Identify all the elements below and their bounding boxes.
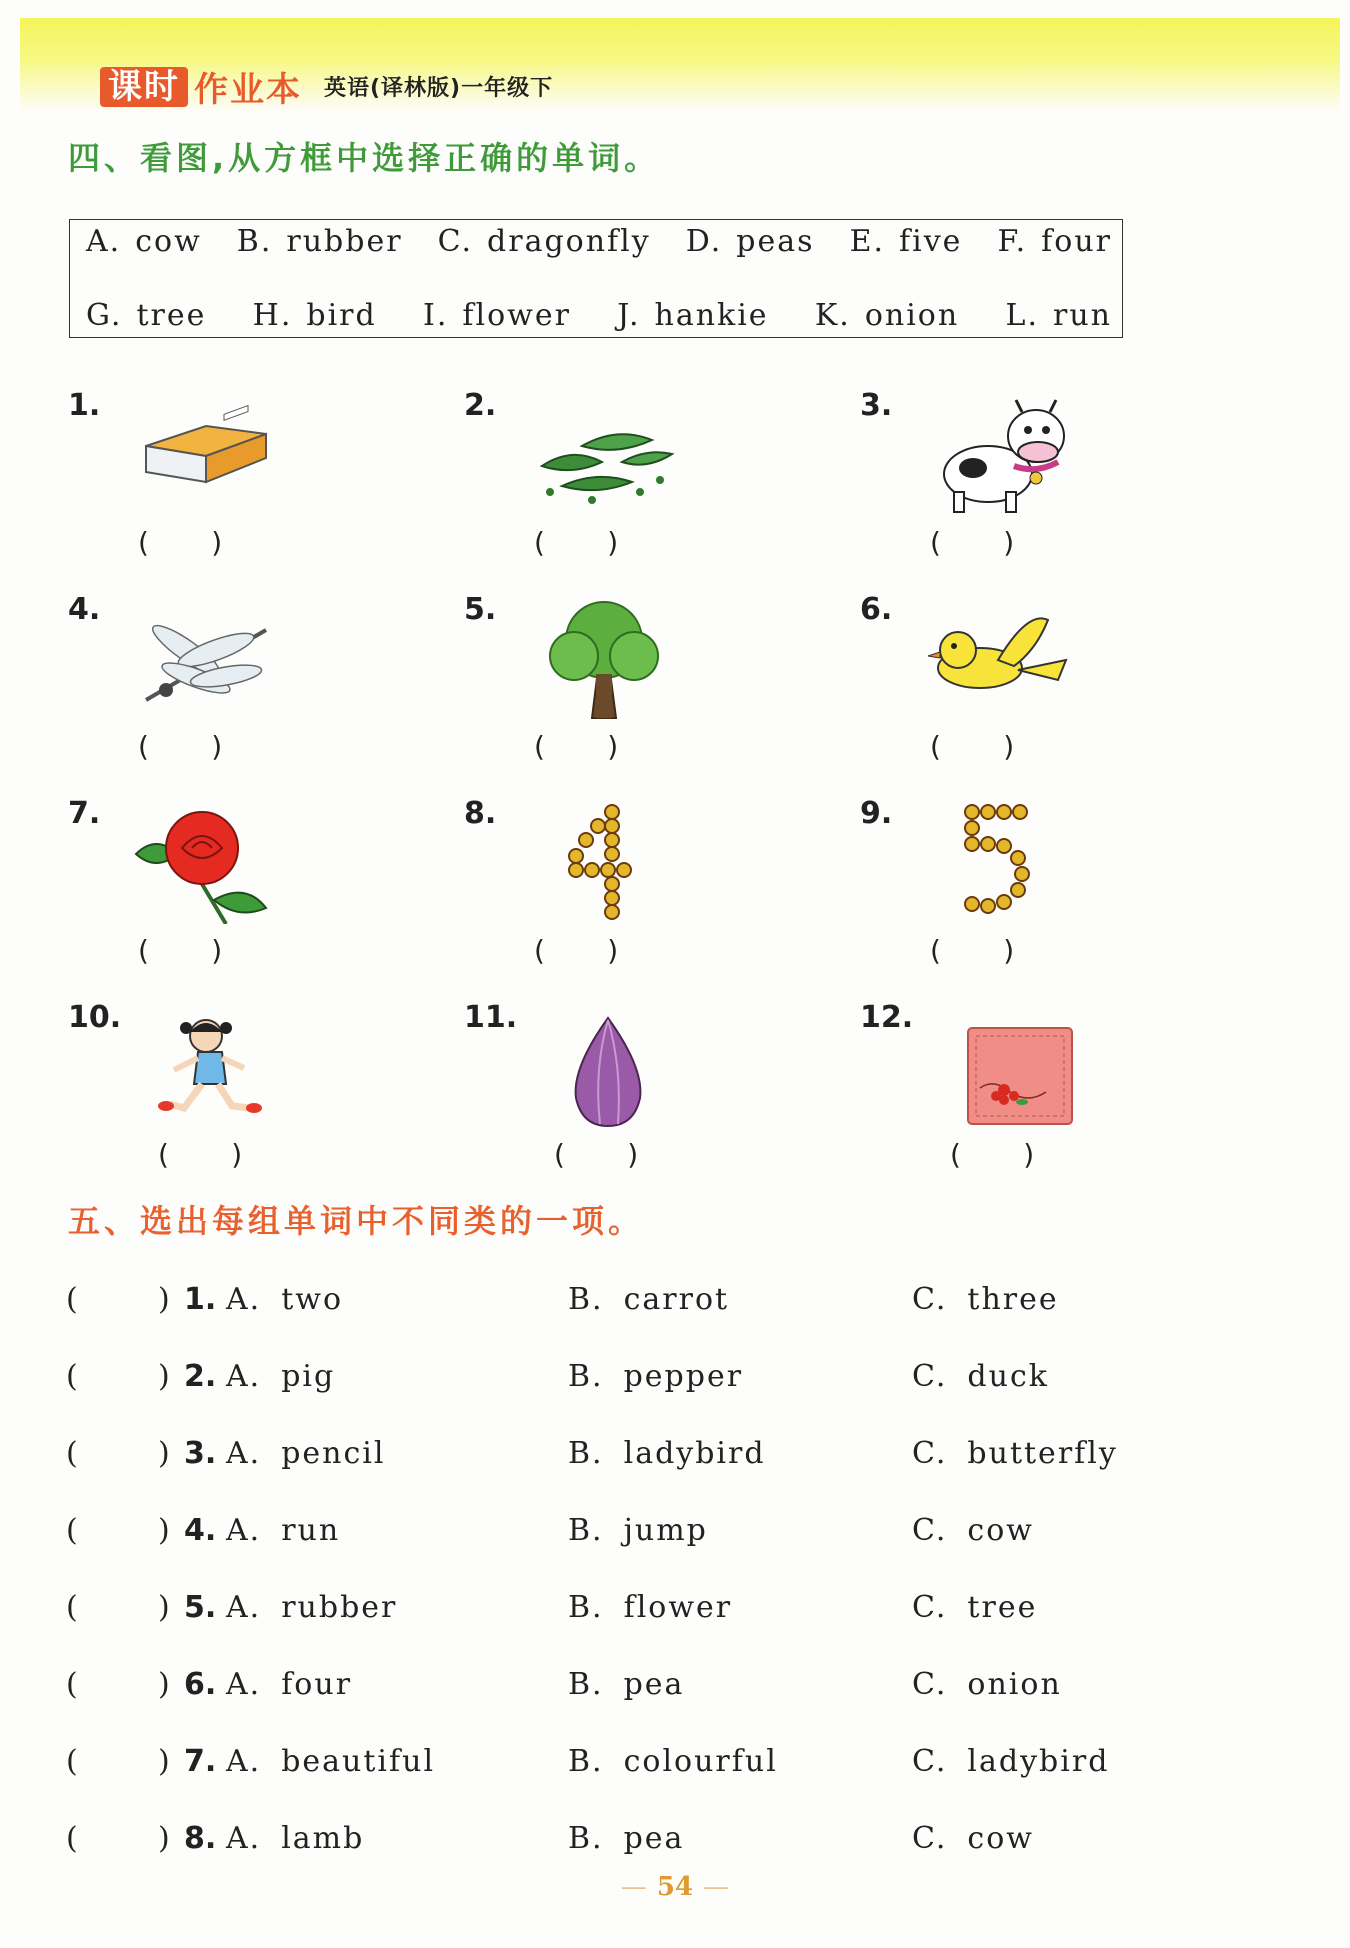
book-subtitle: 英语(译林版)一年级下 xyxy=(324,76,554,101)
word-option: D. peas xyxy=(685,224,815,259)
option-c: C. onion xyxy=(912,1667,1062,1702)
option-b: B. colourful xyxy=(568,1744,778,1779)
word-option: A. cow xyxy=(86,224,202,259)
option-c: C. duck xyxy=(912,1359,1049,1394)
tree-icon xyxy=(522,600,682,720)
peas-icon xyxy=(522,396,682,516)
word-option: G. tree xyxy=(86,298,207,333)
option-a: A. two xyxy=(226,1282,343,1317)
word-option: E. five xyxy=(849,224,963,259)
question-row-4: ( ) 4. A. run B. jump C. cow xyxy=(66,1513,1034,1548)
question-row-3: ( ) 3. A. pencil B. ladybird C. butterfly xyxy=(66,1436,1118,1471)
word-option: H. bird xyxy=(252,298,377,333)
option-a: A. pencil xyxy=(226,1436,386,1471)
option-a: A. lamb xyxy=(226,1821,365,1856)
cow-icon xyxy=(918,396,1078,516)
option-c: C. ladybird xyxy=(912,1744,1110,1779)
section-four-title: 四、看图,从方框中选择正确的单词。 xyxy=(68,139,661,177)
picture-item-10: 10. ( ) xyxy=(68,1000,458,1200)
brand xyxy=(100,62,553,111)
running-girl-icon xyxy=(126,1008,286,1128)
option-b: B. pea xyxy=(568,1821,685,1856)
word-box-row-2 xyxy=(86,298,1112,333)
option-c: C. three xyxy=(912,1282,1059,1317)
brand-title: 作业本 xyxy=(194,70,302,110)
picture-item-8: 8. ( ) xyxy=(464,796,854,996)
option-a: A. rubber xyxy=(226,1590,398,1625)
page-number: — 54 — xyxy=(620,1872,730,1902)
picture-item-5: 5. ( ) xyxy=(464,592,854,792)
option-b: B. carrot xyxy=(568,1282,730,1317)
question-row-1: ( ) 1. A. two B. carrot C. three xyxy=(66,1282,1059,1317)
word-option: F. four xyxy=(997,224,1112,259)
option-a: A. four xyxy=(226,1667,353,1702)
option-b: B. jump xyxy=(568,1513,708,1548)
flower-icon xyxy=(126,804,286,924)
number-four-icon xyxy=(522,804,682,924)
picture-item-1: 1. ( ) xyxy=(68,388,458,588)
option-c: C. cow xyxy=(912,1513,1034,1548)
option-b: B. pea xyxy=(568,1667,685,1702)
onion-icon xyxy=(522,1008,682,1128)
question-row-7: ( ) 7. A. beautiful B. colourful C. ladybird xyxy=(66,1744,1110,1779)
word-option: L. run xyxy=(1005,298,1112,333)
hankie-icon xyxy=(918,1008,1078,1128)
option-a: A. pig xyxy=(226,1359,336,1394)
word-box xyxy=(69,219,1123,338)
word-option: K. onion xyxy=(814,298,960,333)
picture-item-4: 4. ( ) xyxy=(68,592,458,792)
option-a: A. beautiful xyxy=(226,1744,436,1779)
option-c: C. butterfly xyxy=(912,1436,1118,1471)
option-a: A. run xyxy=(226,1513,341,1548)
word-option: C. dragonfly xyxy=(437,224,651,259)
question-row-8: ( ) 8. A. lamb B. pea C. cow xyxy=(66,1821,1034,1856)
dragonfly-icon xyxy=(126,600,286,720)
picture-item-12: 12. ( ) xyxy=(860,1000,1250,1200)
bird-icon xyxy=(918,600,1078,720)
question-row-2: ( ) 2. A. pig B. pepper C. duck xyxy=(66,1359,1049,1394)
picture-item-7: 7. ( ) xyxy=(68,796,458,996)
brand-logo: 课时 xyxy=(100,67,188,107)
picture-item-6: 6. ( ) xyxy=(860,592,1250,792)
word-box-row-1 xyxy=(86,224,1112,259)
option-b: B. flower xyxy=(568,1590,733,1625)
number-five-icon xyxy=(918,804,1078,924)
word-option: J. hankie xyxy=(617,298,769,333)
option-c: C. cow xyxy=(912,1821,1034,1856)
picture-item-2: 2. ( ) xyxy=(464,388,854,588)
option-b: B. pepper xyxy=(568,1359,744,1394)
section-five-title: 五、选出每组单词中不同类的一项。 xyxy=(68,1202,645,1240)
question-row-6: ( ) 6. A. four B. pea C. onion xyxy=(66,1667,1062,1702)
option-b: B. ladybird xyxy=(568,1436,766,1471)
picture-item-3: 3. ( ) xyxy=(860,388,1250,588)
word-option: B. rubber xyxy=(236,224,403,259)
option-c: C. tree xyxy=(912,1590,1038,1625)
picture-item-9: 9. ( ) xyxy=(860,796,1250,996)
rubber-icon xyxy=(126,396,286,516)
picture-item-11: 11. ( ) xyxy=(464,1000,854,1200)
word-option: I. flower xyxy=(423,298,571,333)
question-row-5: ( ) 5. A. rubber B. flower C. tree xyxy=(66,1590,1038,1625)
